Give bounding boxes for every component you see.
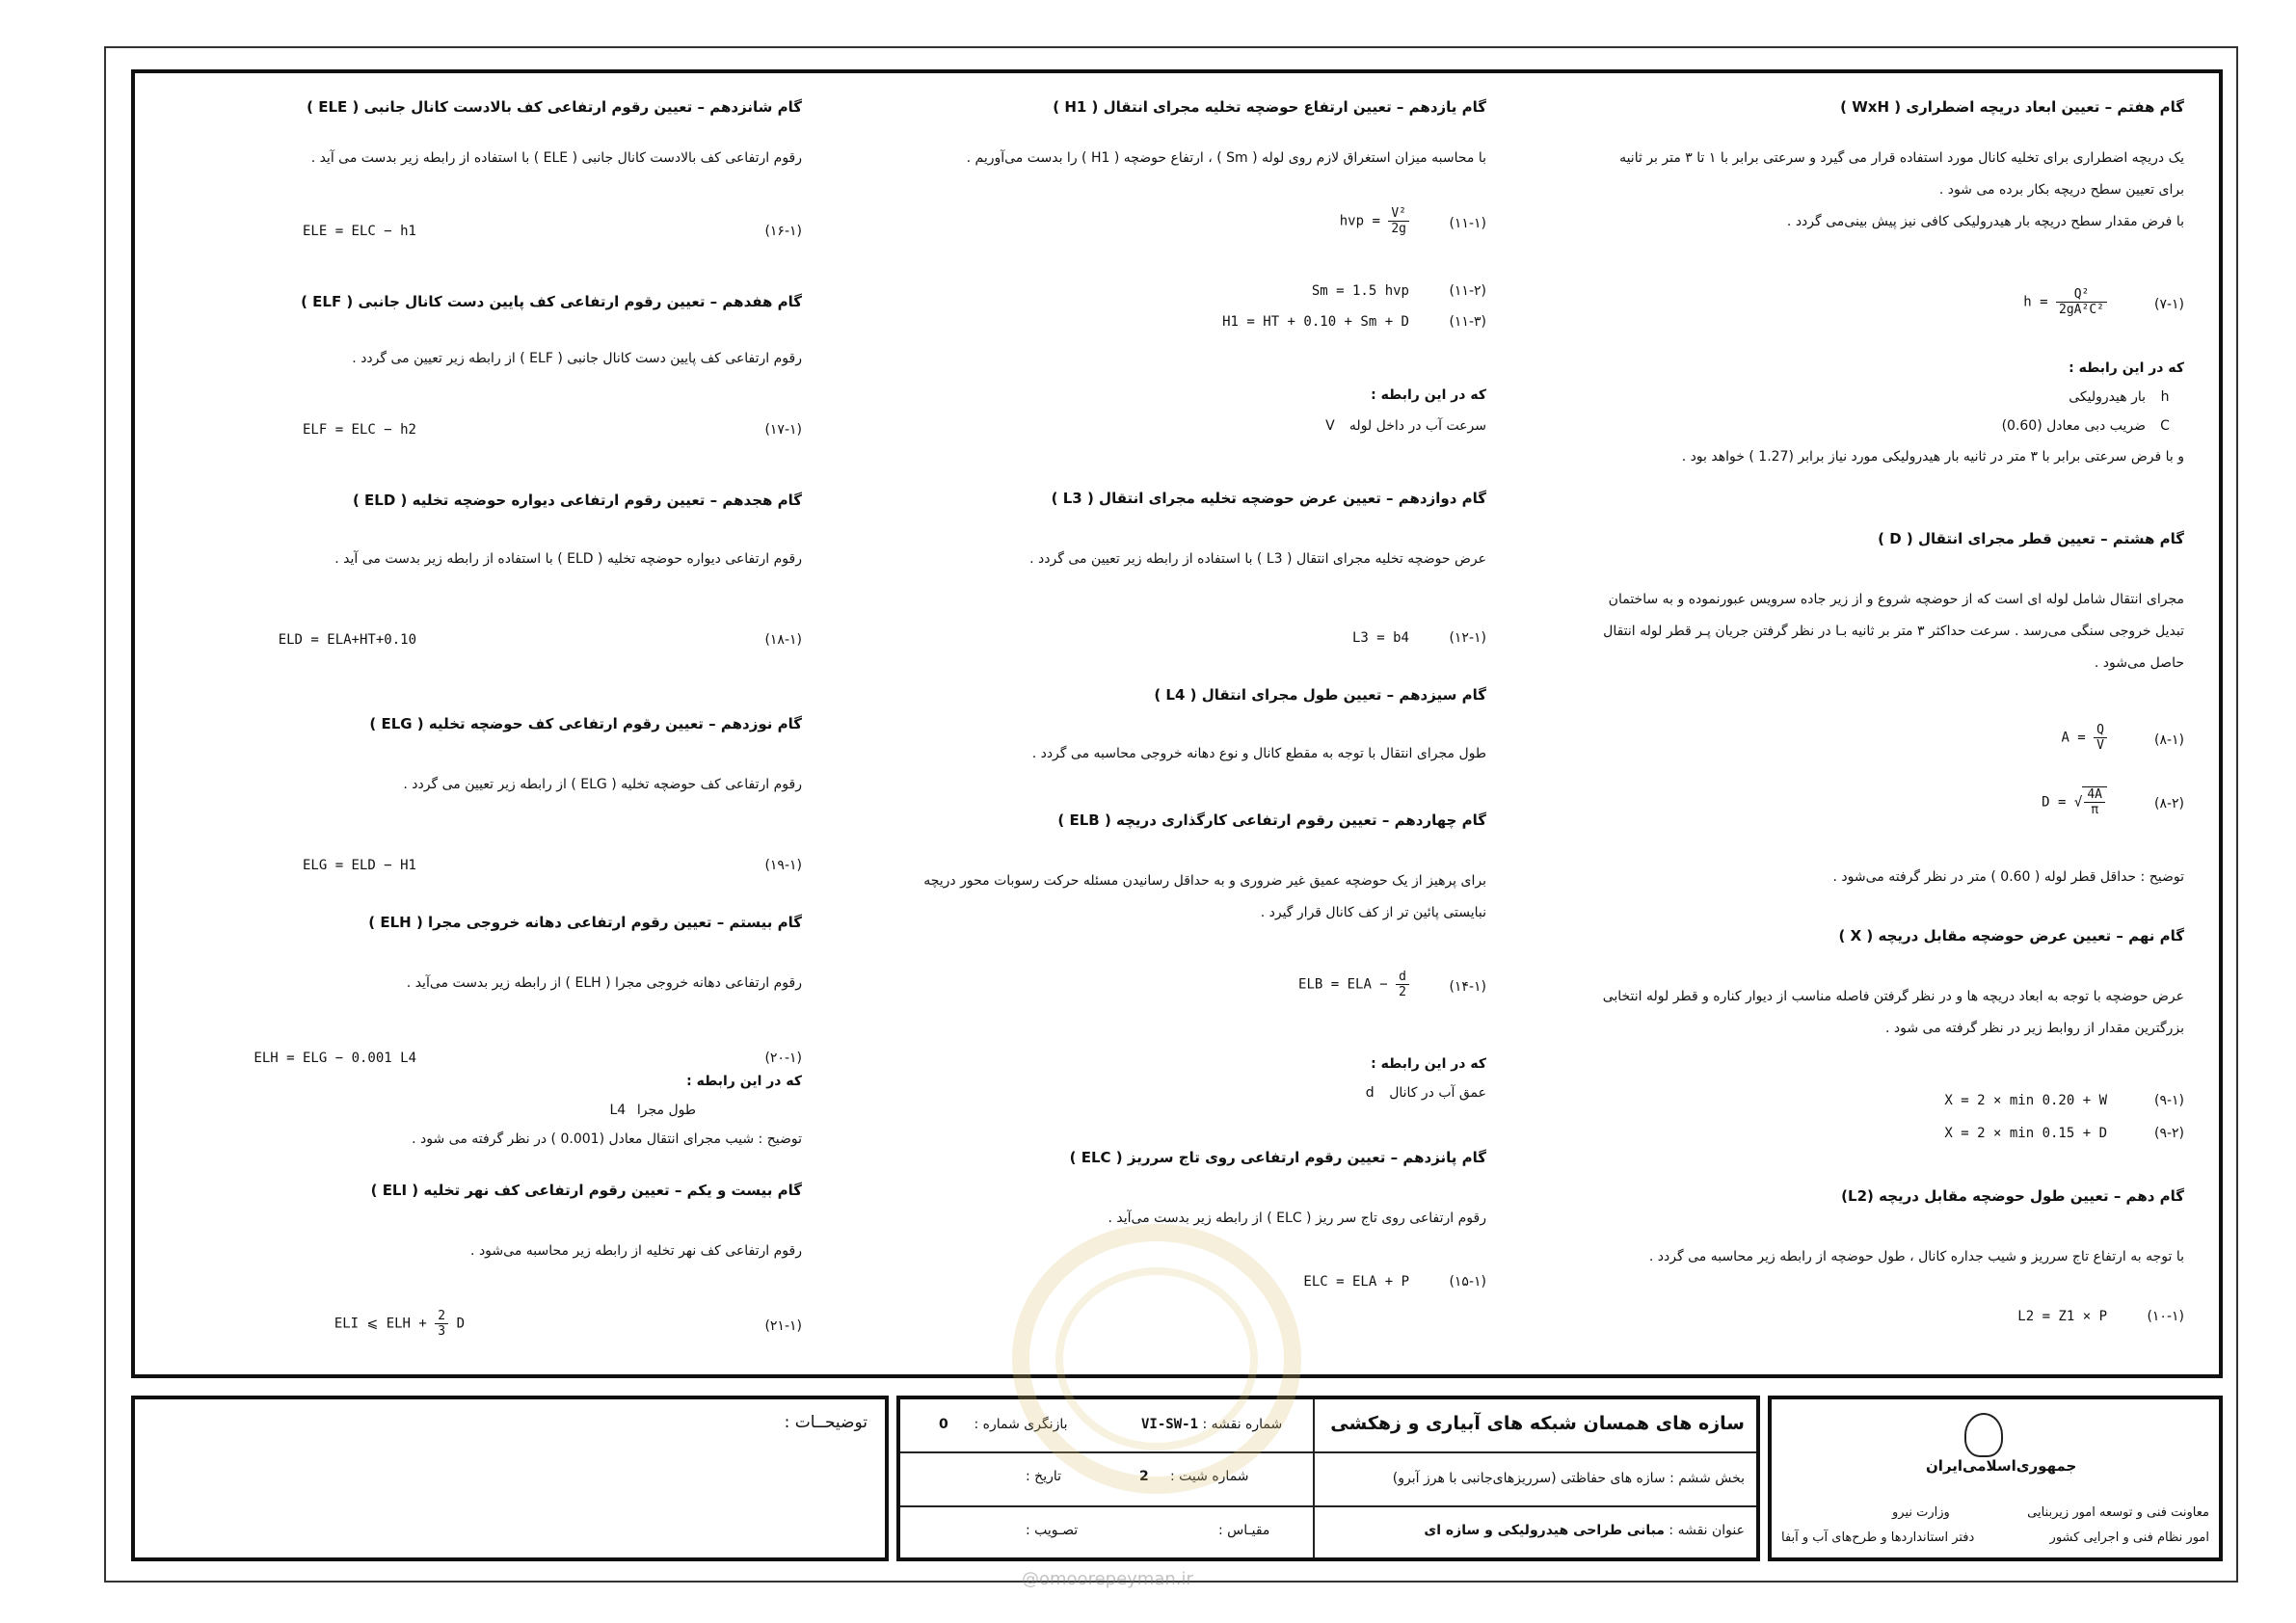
- step8-para-b: تبدیل خروجی سنگی می‌رسد . سرعت حداکثر ۳ متر بر ثانیه بـا در نظر گرفتن جریان پـر قطر لوله انتقال: [1603, 624, 2184, 639]
- step14-para-b: نبایستی پائین تر از کف کانال قرار گیرد .: [1260, 905, 1486, 920]
- step8-para-a: مجرای انتقال شامل لوله ای است که از حوضچه شروع و از زیر جاده سرویس عبورنموده و به ساختمان: [1608, 592, 2184, 607]
- equation-7-1: [1567, 287, 2184, 326]
- equation-8-1: (۸-۱) A = $\frac{Q}{V}$: [2061, 723, 2184, 753]
- step12-heading: گام دوازدهم – تعیین عرض حوضچه تخلیه مجرای انتقال ( L3 ): [1051, 490, 1486, 507]
- step20-para: رقوم ارتفاعی دهانه خروجی مجرا ( ELH ) از رابطه زیر بدست می‌آید .: [406, 975, 802, 991]
- step20-heading: گام بیستم – تعیین رقوم ارتفاعی دهانه خروجی مجرا ( ELH ): [368, 914, 802, 931]
- title-block-organization: [1768, 1396, 2223, 1561]
- section-title: بخش ششم : سازه های حفاظتی (سرریزهای‌جانبی با هرز آبرو): [1392, 1471, 1745, 1486]
- equation-14-1: (۱۴-۱) ELB = ELA − $\frac{d}{2}$: [1298, 970, 1486, 999]
- date-field: تاریخ :: [1026, 1469, 1062, 1484]
- equation-9-1: (۹-۱) X = 2 × min 0.20 + W: [1944, 1093, 2184, 1108]
- equation-17-1: (۱۷-۱) ELF = ELC − h2: [302, 422, 802, 438]
- step16-heading: گام شانزدهم – تعیین رقوم ارتفاعی کف بالادست کانال جانبی ( ELE ): [307, 98, 802, 116]
- equation-number: (۸-۲): [2153, 796, 2184, 812]
- fraction-numerator: Q²: [2056, 287, 2107, 303]
- drawing-title: عنوان نقشه : مبانی طراحی هیدرولیکی و سازه ای: [1424, 1523, 1745, 1538]
- equation-18-1: (۱۸-۱) ELD = ELA+HT+0.10: [278, 632, 802, 648]
- step19-para: رقوم ارتفاعی کف حوضچه تخلیه ( ELG ) از رابطه زیر تعیین می گردد .: [403, 777, 802, 792]
- scale-field: مقیـاس :: [1218, 1523, 1270, 1538]
- step20-note: توضیح : شیب مجرای انتقال معادل (0.001 ) در نظر گرفته می شود .: [412, 1131, 802, 1147]
- step15-heading: گام پانزدهم – تعیین رقوم ارتفاعی روی تاج سرریز ( ELC ): [1069, 1149, 1486, 1166]
- step9-heading: گام نهم – تعیین عرض حوضچه مقابل دریچه ( X ): [1838, 927, 2184, 945]
- step11-para: با محاسبه میزان استغراق لازم روی لوله ( Sm ) ، ارتفاع حوضچه ( H1 ) را بدست می‌آوریم .: [966, 150, 1486, 166]
- equation-number: (۸-۱): [2153, 732, 2184, 748]
- title-block-project: [896, 1396, 1760, 1561]
- equation-15-1: (۱۵-۱) ELC = ELA + P: [1303, 1274, 1486, 1290]
- where-label: که در این رابطه :: [2069, 360, 2184, 376]
- equation-10-1: (۱۰-۱) L2 = Z1 × P: [2017, 1309, 2184, 1324]
- step8-note: توضیح : حداقل قطر لوله ( 0.60 ) متر در نظر گرفته می‌شود .: [1832, 869, 2184, 885]
- equation-19-1: (۱۹-۱) ELG = ELD − H1: [302, 858, 802, 873]
- definition-l4: طول مجراL4: [609, 1103, 696, 1118]
- where-label: که در این رابطه :: [686, 1074, 802, 1089]
- step7-heading: گام هفتم – تعیین ابعاد دریچه اضطراری ( WxH ): [1840, 98, 2184, 116]
- equation-21-1: (۲۱-۱) ELI ⩽ ELH + $\frac{2}{3}$ D: [334, 1309, 802, 1339]
- equation-11-2: (۱۱-۲) Sm = 1.5 hvp: [1311, 283, 1486, 299]
- department-2: امور نظام فنی و اجرایی کشور: [2049, 1530, 2209, 1545]
- notes-label: توضیحــات :: [784, 1413, 868, 1432]
- definition-c: Cضریب دبی معادل (0.60): [2001, 418, 2170, 434]
- step15-para: رقوم ارتفاعی روی تاج سر ریز ( ELC ) از رابطه زیر بدست می‌آید .: [1108, 1211, 1486, 1226]
- step7-para-c: با فرض مقدار سطح دریچه بار هیدرولیکی کافی نیز پیش بینی‌می گردد .: [1786, 214, 2184, 229]
- step10-heading: گام دهم – تعیین طول حوضچه مقابل دریچه (L2): [1841, 1187, 2184, 1205]
- equation-9-2: (۹-۲) X = 2 × min 0.15 + D: [1944, 1126, 2184, 1141]
- definition-h: hبار هیدرولیکی: [2069, 389, 2170, 405]
- step21-para: رقوم ارتفاعی کف نهر تخلیه از رابطه زیر محاسبه می‌شود .: [470, 1243, 802, 1259]
- equation-11-1: (۱۱-۱) hvp = $\frac{\text{V²}}{2g}$: [1339, 206, 1486, 236]
- step13-heading: گام سیزدهم – تعیین طول مجرای انتقال ( L4 ): [1154, 686, 1486, 704]
- map-number: شماره نقشه : VI-SW-1: [1141, 1417, 1283, 1432]
- step18-para: رقوم ارتفاعی دیواره حوضچه تخلیه ( ELD ) با استفاده از رابطه زیر بدست می آید .: [334, 551, 802, 567]
- step8-para-c: حاصل می‌شود .: [2094, 655, 2184, 671]
- step9-para-b: بزرگترین مقدار از روابط زیر در نظر گرفته می شود .: [1885, 1021, 2184, 1036]
- project-title: سازه های همسان شبکه های آبیاری و زهکشی: [1330, 1413, 1745, 1434]
- office: دفتر استانداردها و طرح‌های آب و آبفا: [1781, 1530, 1975, 1545]
- sheet-number: شماره شیت : 2: [1139, 1469, 1249, 1484]
- step16-para: رقوم ارتفاعی کف بالادست کانال جانبی ( ELE ) با استفاده از رابطه زیر بدست می آید .: [310, 150, 802, 166]
- step14-heading: گام چهاردهم – تعیین رقوم ارتفاعی کارگذاری دریچه ( ELB ): [1057, 812, 1486, 829]
- watermark-inner-ring: [1055, 1267, 1258, 1450]
- step21-heading: گام بیست و یکم – تعیین رقوم ارتفاعی کف نهر تخلیه ( ELI ): [370, 1182, 802, 1199]
- step8-heading: گام هشتم – تعیین قطر مجرای انتقال ( D ): [1878, 530, 2184, 547]
- equation-12-1: (۱۲-۱) L3 = b4: [1351, 630, 1486, 646]
- equation-number: (۷-۱): [2153, 297, 2184, 312]
- step9-para-a: عرض حوضچه با توجه به ابعاد دریچه ها و در نظر گرفتن فاصله مناسب از دیوار کناره و قطر لوله انتخابی: [1602, 989, 2184, 1004]
- department-1: معاونت فنی و توسعه امور زیربنایی: [2027, 1505, 2209, 1520]
- fraction-denominator: 2gA²C²: [2059, 303, 2104, 317]
- emblem-icon: [1964, 1413, 2003, 1457]
- where-label: که در این رابطه :: [1371, 1056, 1486, 1072]
- equation-8-2: (۸-۲) D = √ $\frac{4A}{\pi}$: [2042, 787, 2184, 817]
- step13-para: طول مجرای انتقال با توجه به مقطع کانال و نوع دهانه خروجی محاسبه می گردد .: [1031, 746, 1486, 761]
- equation-lhs: h =: [2023, 294, 2048, 310]
- step17-para: رقوم ارتفاعی کف پایین دست کانال جانبی ( ELF ) از رابطه زیر تعیین می گردد .: [352, 351, 802, 366]
- equation-20-1: (۲۰-۱) ELH = ELG − 0.001 L4: [254, 1051, 802, 1066]
- definition-v: سرعت آب در داخل لولهV: [1325, 418, 1486, 434]
- step7-para-b: برای تعیین سطح دریچه بکار برده می شود .: [1938, 182, 2184, 198]
- step12-para: عرض حوضچه تخلیه مجرای انتقال ( L3 ) با استفاده از رابطه زیر تعیین می گردد .: [1029, 551, 1486, 567]
- equation-11-3: (۱۱-۳) H1 = HT + 0.10 + Sm + D: [1222, 314, 1486, 330]
- drawing-frame: [131, 69, 2223, 1378]
- step17-heading: گام هفدهم – تعیین رقوم ارتفاعی کف پایین دست کانال جانبی ( ELF ): [301, 293, 802, 310]
- title-block-notes: [131, 1396, 889, 1561]
- country-name: جمهوری‌اسلامی‌ایران: [1926, 1457, 2077, 1475]
- revision-number: بازنگری شماره : 0: [939, 1417, 1068, 1432]
- watermark-url: @omoorepeyman.ir: [1022, 1569, 1193, 1589]
- approval-field: تصـویب :: [1026, 1523, 1079, 1538]
- step14-para-a: برای پرهیز از یک حوضچه عمیق غیر ضروری و به حداقل رسانیدن مسئله حرکت رسوبات محور دریچه: [923, 873, 1486, 889]
- step18-heading: گام هجدهم – تعیین رقوم ارتفاعی دیواره حوضچه تخلیه ( ELD ): [352, 492, 802, 509]
- definition-d: عمق آب در کانالd: [1365, 1085, 1486, 1101]
- step7-para-d: و با فرض سرعتی برابر با ۳ متر در ثانیه بار هیدرولیکی مورد نیاز برابر (1.27 ) خواهد بود .: [1681, 449, 2184, 465]
- ministry: وزارت نیرو: [1892, 1505, 1950, 1520]
- step19-heading: گام نوزدهم – تعیین رقوم ارتفاعی کف حوضچه تخلیه ( ELG ): [369, 715, 802, 732]
- step10-para: با توجه به ارتفاع تاج سرریز و شیب جداره کانال ، طول حوضچه از رابطه زیر محاسبه می گردد .: [1648, 1249, 2184, 1264]
- where-label: که در این رابطه :: [1371, 387, 1486, 403]
- equation-16-1: (۱۶-۱) ELE = ELC − h1: [302, 224, 802, 239]
- step7-para-a: یک دریچه اضطراری برای تخلیه کانال مورد استفاده قرار می گیرد و سرعتی برابر با ۱ تا ۳ متر بر ثانیه: [1619, 150, 2184, 166]
- step11-heading: گام یازدهم – تعیین ارتفاع حوضچه تخلیه مجرای انتقال ( H1 ): [1053, 98, 1486, 116]
